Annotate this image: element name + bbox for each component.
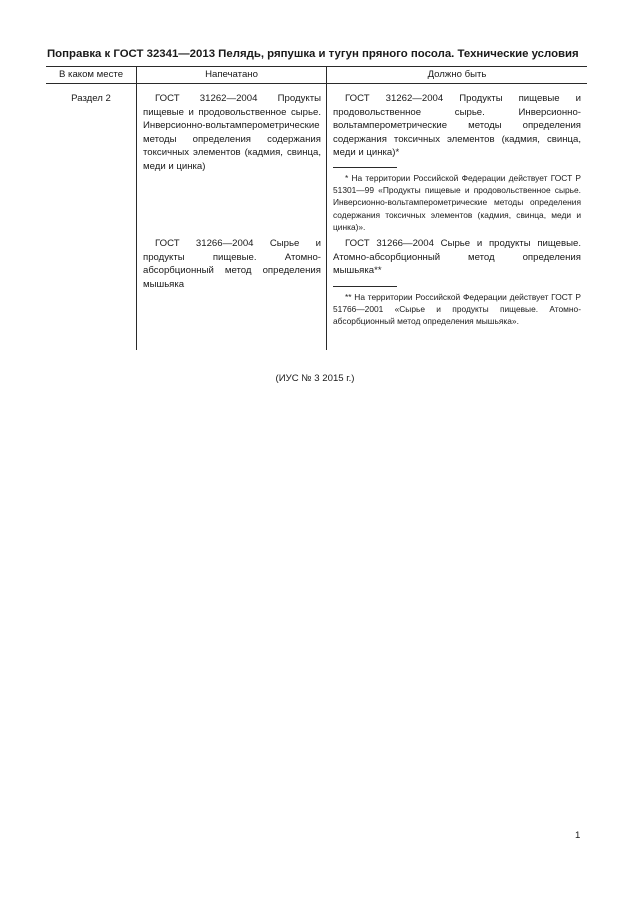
printed-text-2: ГОСТ 31266—2004 Сырье и продукты пищевые. Атомно-абсорбционный метод определения мышьяка	[143, 238, 321, 290]
printed-cell-2	[143, 237, 321, 291]
table-top-rule	[46, 66, 587, 67]
ius-reference: (ИУС № 3 2015 г.)	[275, 373, 355, 384]
place-cell: Раздел 2	[71, 93, 111, 104]
header-printed: Напечатано	[205, 69, 258, 80]
printed-cell-1	[143, 92, 321, 174]
column-divider-1	[136, 66, 137, 350]
footnote-rule-1	[333, 167, 397, 168]
column-divider-2	[326, 66, 327, 350]
document-title: Поправка к ГОСТ 32341—2013 Пелядь, ряпушка и тугун пряного посола. Технические условия	[47, 48, 579, 60]
should-be-cell-1	[333, 92, 581, 160]
should-be-cell-2	[333, 237, 581, 278]
header-place: В каком месте	[58, 69, 124, 80]
should-be-text-2: ГОСТ 31266—2004 Сырье и продукты пищевые. Атомно-абсорбционный метод определения мышьяка**	[333, 238, 581, 277]
page-number: 1	[575, 830, 581, 841]
footnote-2: ** На территории Российской Федерации действует ГОСТ Р 51766—2001 «Сырье и продукты пищевые. Атомно-абсорбционный метод определения мышьяка».	[333, 292, 581, 327]
printed-text-1: ГОСТ 31262—2004 Продукты пищевые и продовольственное сырье. Инверсионно-вольтамперометрические методы определения содержания токсичных элементов (кадмия, свинца, меди и цинка)	[143, 93, 321, 172]
table-header-rule	[46, 83, 587, 84]
header-should-be: Должно быть	[427, 69, 487, 80]
footnote-rule-2	[333, 286, 397, 287]
should-be-text-1: ГОСТ 31262—2004 Продукты пищевые и продовольственное сырье. Инверсионно-вольтамперометрические методы определения содержания токсичных элементов (кадмия, свинца, меди и цинка)*	[333, 93, 581, 159]
footnote-1: * На территории Российской Федерации действует ГОСТ Р 51301—99 «Продукты пищевые и продовольственное сырье. Инверсионно-вольтамперометрические методы определения содержания токсичных элементов (кадмия, свинца, меди и цинка)».	[333, 173, 581, 232]
